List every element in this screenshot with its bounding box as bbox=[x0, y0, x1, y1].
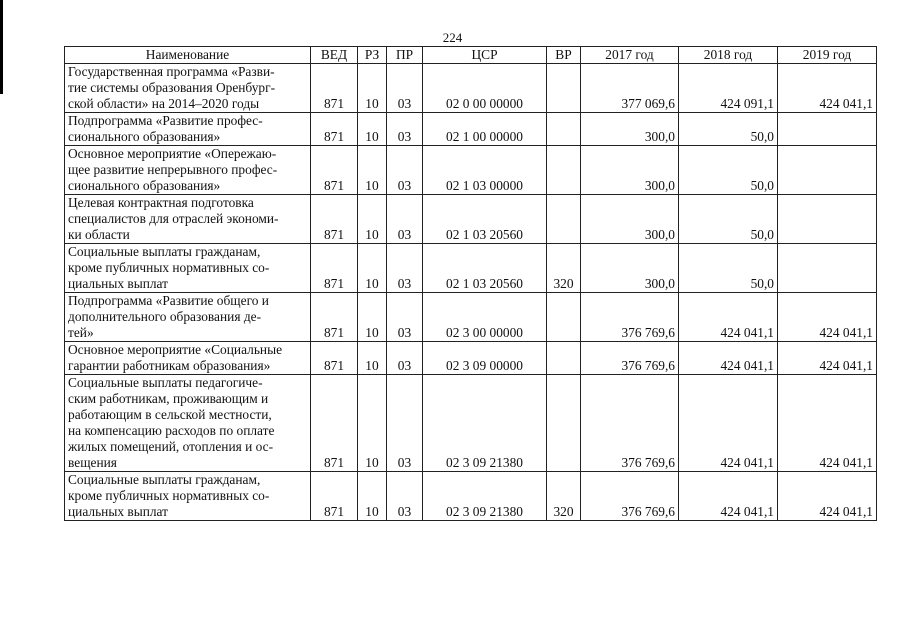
name-line: кроме публичных нормативных со- bbox=[68, 260, 270, 275]
cell-name bbox=[65, 195, 311, 244]
name-line: жилых помещений, отопления и ос- bbox=[68, 439, 274, 454]
cell-name bbox=[65, 342, 311, 375]
cell-rz: 10 bbox=[358, 146, 387, 195]
header-pr: ПР bbox=[387, 47, 423, 64]
cell-rz: 10 bbox=[358, 293, 387, 342]
cell-ved: 871 bbox=[311, 64, 358, 113]
cell-2017: 300,0 bbox=[581, 195, 679, 244]
name-line: ки области bbox=[68, 227, 130, 242]
cell-2017: 376 769,6 bbox=[581, 472, 679, 521]
header-2017: 2017 год bbox=[581, 47, 679, 64]
cell-2019 bbox=[778, 146, 877, 195]
cell-vr: 320 bbox=[547, 244, 581, 293]
cell-csr: 02 3 09 00000 bbox=[423, 342, 547, 375]
cell-vr: 320 bbox=[547, 472, 581, 521]
page-number: 224 bbox=[442, 30, 463, 45]
cell-rz: 10 bbox=[358, 472, 387, 521]
name-line: специалистов для отраслей экономи- bbox=[68, 211, 279, 226]
table-row bbox=[65, 342, 877, 375]
name-line: ской области» на 2014–2020 годы bbox=[68, 96, 260, 111]
table-row bbox=[65, 64, 877, 113]
name-line: Подпрограмма «Развитие общего и bbox=[68, 293, 269, 308]
name-line: Государственная программа «Разви- bbox=[68, 64, 275, 79]
cell-2018: 424 041,1 bbox=[679, 293, 778, 342]
cell-2019 bbox=[778, 113, 877, 146]
cell-2018: 424 041,1 bbox=[679, 472, 778, 521]
cell-ved: 871 bbox=[311, 375, 358, 472]
cell-csr: 02 1 03 20560 bbox=[423, 195, 547, 244]
table-row bbox=[65, 113, 877, 146]
cell-ved: 871 bbox=[311, 244, 358, 293]
cell-2019 bbox=[778, 244, 877, 293]
cell-rz: 10 bbox=[358, 244, 387, 293]
cell-vr bbox=[547, 293, 581, 342]
name-line: дополнительного образования де- bbox=[68, 309, 262, 324]
cell-2019 bbox=[778, 195, 877, 244]
cell-pr: 03 bbox=[387, 113, 423, 146]
cell-vr bbox=[547, 342, 581, 375]
cell-rz: 10 bbox=[358, 195, 387, 244]
cell-pr: 03 bbox=[387, 375, 423, 472]
name-line: на компенсацию расходов по оплате bbox=[68, 423, 275, 438]
cell-pr: 03 bbox=[387, 64, 423, 113]
header-rz: РЗ bbox=[358, 47, 387, 64]
cell-2018: 424 041,1 bbox=[679, 342, 778, 375]
cell-pr: 03 bbox=[387, 195, 423, 244]
table-header-row bbox=[65, 47, 877, 64]
cell-ved: 871 bbox=[311, 113, 358, 146]
cell-2018: 424 091,1 bbox=[679, 64, 778, 113]
cell-pr: 03 bbox=[387, 146, 423, 195]
header-2019: 2019 год bbox=[778, 47, 877, 64]
table-row bbox=[65, 472, 877, 521]
cell-name bbox=[65, 113, 311, 146]
name-line: работающим в сельской местности, bbox=[68, 407, 272, 422]
cell-ved: 871 bbox=[311, 195, 358, 244]
cell-csr: 02 1 03 00000 bbox=[423, 146, 547, 195]
cell-2018: 424 041,1 bbox=[679, 375, 778, 472]
cell-pr: 03 bbox=[387, 244, 423, 293]
cell-csr: 02 1 03 20560 bbox=[423, 244, 547, 293]
table-row bbox=[65, 146, 877, 195]
cell-2017: 376 769,6 bbox=[581, 342, 679, 375]
cell-csr: 02 3 09 21380 bbox=[423, 472, 547, 521]
cell-ved: 871 bbox=[311, 472, 358, 521]
cell-csr: 02 0 00 00000 bbox=[423, 64, 547, 113]
cell-pr: 03 bbox=[387, 342, 423, 375]
cell-name bbox=[65, 472, 311, 521]
name-line: Социальные выплаты гражданам, bbox=[68, 244, 261, 259]
cell-2019: 424 041,1 bbox=[778, 375, 877, 472]
budget-table bbox=[64, 46, 877, 521]
cell-vr bbox=[547, 146, 581, 195]
cell-2019: 424 041,1 bbox=[778, 472, 877, 521]
header-2018: 2018 год bbox=[679, 47, 778, 64]
cell-2018: 50,0 bbox=[679, 244, 778, 293]
cell-rz: 10 bbox=[358, 64, 387, 113]
cell-vr bbox=[547, 195, 581, 244]
table-row bbox=[65, 375, 877, 472]
name-line: тей» bbox=[68, 325, 94, 340]
name-line: Целевая контрактная подготовка bbox=[68, 195, 254, 210]
cell-ved: 871 bbox=[311, 146, 358, 195]
cell-rz: 10 bbox=[358, 113, 387, 146]
table-row bbox=[65, 195, 877, 244]
cell-vr bbox=[547, 375, 581, 472]
cell-pr: 03 bbox=[387, 293, 423, 342]
cell-ved: 871 bbox=[311, 293, 358, 342]
cell-name bbox=[65, 146, 311, 195]
header-ved: ВЕД bbox=[311, 47, 358, 64]
cell-pr: 03 bbox=[387, 472, 423, 521]
cell-ved: 871 bbox=[311, 342, 358, 375]
name-line: гарантии работникам образования» bbox=[68, 358, 271, 373]
cell-rz: 10 bbox=[358, 342, 387, 375]
cell-2017: 300,0 bbox=[581, 146, 679, 195]
cell-2018: 50,0 bbox=[679, 195, 778, 244]
cell-name bbox=[65, 244, 311, 293]
cell-name bbox=[65, 64, 311, 113]
cell-2017: 376 769,6 bbox=[581, 375, 679, 472]
header-vr: ВР bbox=[547, 47, 581, 64]
name-line: щее развитие непрерывного профес- bbox=[68, 162, 278, 177]
cell-2017: 376 769,6 bbox=[581, 293, 679, 342]
name-line: Основное мероприятие «Социальные bbox=[68, 342, 283, 357]
name-line: сионального образования» bbox=[68, 129, 221, 144]
name-line: Социальные выплаты гражданам, bbox=[68, 472, 261, 487]
cell-2017: 377 069,6 bbox=[581, 64, 679, 113]
cell-2017: 300,0 bbox=[581, 244, 679, 293]
name-line: Основное мероприятие «Опережаю- bbox=[68, 146, 277, 161]
name-line: тие системы образования Оренбург- bbox=[68, 80, 276, 95]
cell-rz: 10 bbox=[358, 375, 387, 472]
name-line: циальных выплат bbox=[68, 504, 169, 519]
name-line: кроме публичных нормативных со- bbox=[68, 488, 270, 503]
cell-2018: 50,0 bbox=[679, 113, 778, 146]
name-line: вещения bbox=[68, 455, 117, 470]
cell-2018: 50,0 bbox=[679, 146, 778, 195]
table-body bbox=[65, 64, 877, 521]
name-line: Подпрограмма «Развитие профес- bbox=[68, 113, 263, 128]
name-line: ским работникам, проживающим и bbox=[68, 391, 269, 406]
cell-vr bbox=[547, 64, 581, 113]
cell-2017: 300,0 bbox=[581, 113, 679, 146]
header-name: Наименование bbox=[65, 47, 311, 64]
scan-edge-mark bbox=[0, 0, 3, 94]
cell-csr: 02 3 00 00000 bbox=[423, 293, 547, 342]
cell-2019: 424 041,1 bbox=[778, 293, 877, 342]
name-line: циальных выплат bbox=[68, 276, 169, 291]
cell-name bbox=[65, 293, 311, 342]
cell-name bbox=[65, 375, 311, 472]
name-line: сионального образования» bbox=[68, 178, 221, 193]
table-row bbox=[65, 293, 877, 342]
cell-2019: 424 041,1 bbox=[778, 64, 877, 113]
name-line: Социальные выплаты педагогиче- bbox=[68, 375, 263, 390]
cell-vr bbox=[547, 113, 581, 146]
cell-2019: 424 041,1 bbox=[778, 342, 877, 375]
cell-csr: 02 3 09 21380 bbox=[423, 375, 547, 472]
header-csr: ЦСР bbox=[423, 47, 547, 64]
cell-csr: 02 1 00 00000 bbox=[423, 113, 547, 146]
table-row bbox=[65, 244, 877, 293]
